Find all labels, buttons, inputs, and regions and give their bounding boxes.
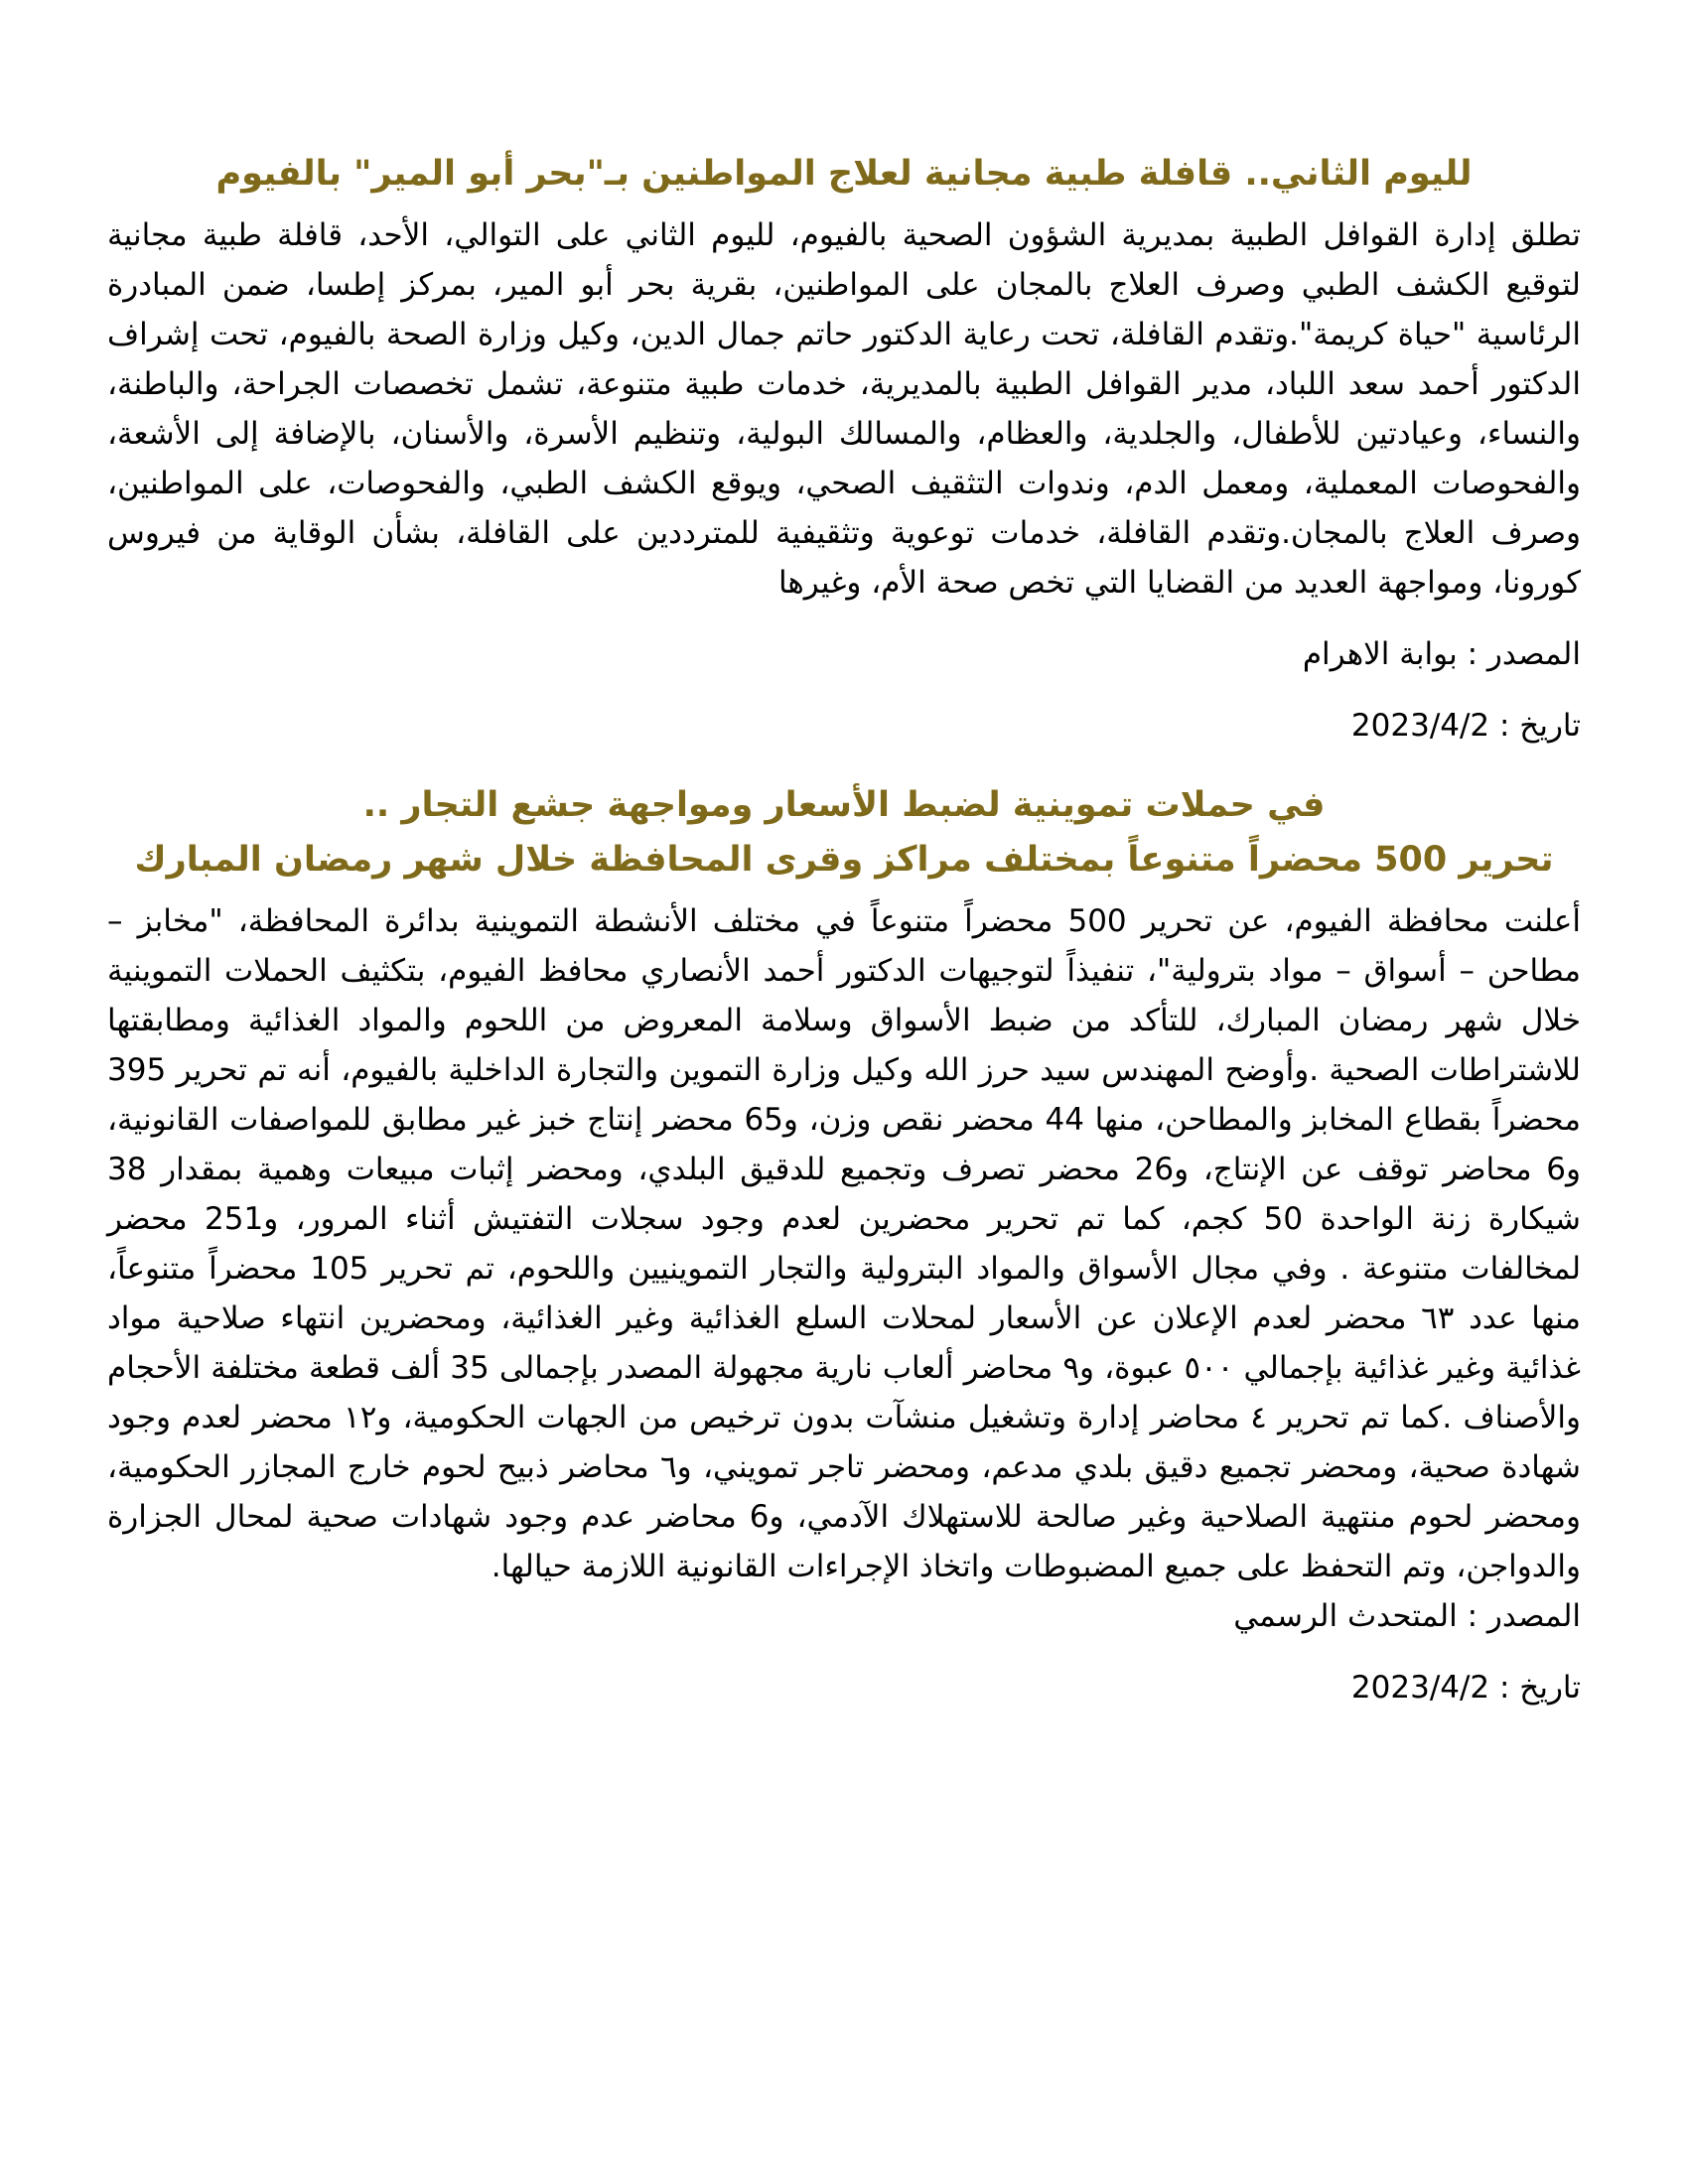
article-2-body: أعلنت محافظة الفيوم، عن تحرير 500 محضراً متنوعاً في مختلف الأنشطة التموينية بدائرة المحافظة، "مخابز – مطاحن – أسواق – مواد بترولية"، تنفيذاً لتوجيهات الدكتور أحمد الأنصاري محافظ الفيوم، بتكثيف الحملات التموينية خلال شهر رمضان المبارك، للتأكد من ضبط الأسواق وسلامة المعروض من اللحوم والمواد الغذائية ومطابقتها للاشتراطات الصحية .وأوضح المهندس سيد حرز الله وكيل وزارة التموين والتجارة الداخلية بالفيوم، أنه تم تحرير 395 محضراً بقطاع المخابز والمطاحن، منها 44 محضر نقص وزن، و65 محضر إنتاج خبز غير مطابق للمواصفات القانونية، و6 محاضر توقف عن الإنتاج، و26 محضر تصرف وتجميع للدقيق البلدي، ومحضر إثبات مبيعات وهمية بمقدار 38 شيكارة زنة الواحدة 50 كجم، كما تم تحرير محضرين لعدم وجود سجلات التفتيش أثناء المرور، و251 محضر لمخالفات متنوعة . وفي مجال الأسواق والمواد البترولية والتجار التموينيين واللحوم، تم تحرير 105 محضراً متنوعاً، منها عدد ٦٣ محضر لعدم الإعلان عن الأسعار لمحلات السلع الغذائية وغير الغذائية، ومحضرين انتهاء صلاحية مواد غذائية وغير غذائية بإجمالي ٥٠٠ عبوة، و٩ محاضر ألعاب نارية مجهولة المصدر بإجمالى 35 ألف قطعة مختلفة الأحجام والأصناف .كما تم تحرير ٤ محاضر إدارة وتشغيل منشآت بدون ترخيص من الجهات الحكومية، و١٢ محضر لعدم وجود شهادة صحية، ومحضر تجميع دقيق بلدي مدعم، ومحضر تاجر تمويني، و٦ محاضر ذبيح لحوم خارج المجازر الحكومية، ومحضر لحوم منتهية الصلاحية وغير صالحة للاستهلاك الآدمي، و6 محاضر عدم وجود شهادات صحية لمحال الجزارة والدواجن، وتم التحفظ على جميع المضبوطات واتخاذ الإجراءات القانونية اللازمة حيالها. <box>107 902 1582 1584</box>
article-supply-campaigns <box>107 778 1581 1712</box>
article-1-source: المصدر : بوابة الاهرام <box>1302 636 1581 673</box>
article-2-source: المصدر : المتحدث الرسمي <box>1233 1597 1581 1634</box>
article-2-title-line-2: تحرير 500 محضراً متنوعاً بمختلف مراكز وقرى المحافظة خلال شهر رمضان المبارك <box>134 839 1554 880</box>
article-2-title <box>107 778 1581 887</box>
article-1-body: تطلق إدارة القوافل الطبية بمديرية الشؤون الصحية بالفيوم، لليوم الثاني على التوالي، الأحد، قافلة طبية مجانية لتوقيع الكشف الطبي وصرف العلاج بالمجان على المواطنين، بقرية بحر أبو المير، بمركز إطسا، ضمن المبادرة الرئاسية "حياة كريمة".وتقدم القافلة، تحت رعاية الدكتور حاتم جمال الدين، وكيل وزارة الصحة بالفيوم، تحت إشراف الدكتور أحمد سعد اللباد، مدير القوافل الطبية بالمديرية، خدمات طبية متنوعة، تشمل تخصصات الجراحة، والباطنة، والنساء، وعيادتين للأطفال، والجلدية، والعظام، والمسالك البولية، وتنظيم الأسرة، والأسنان، بالإضافة إلى الأشعة، والفحوصات المعملية، ومعمل الدم، وندوات التثقيف الصحي، ويوقع الكشف الطبي، والفحوصات، على المواطنين، وصرف العلاج بالمجان.وتقدم القافلة، خدمات توعوية وتثقيفية للمترددين على القافلة، بشأن الوقاية من فيروس كورونا، ومواجهة العديد من القضايا التي تخص صحة الأم، وغيرها <box>107 217 1581 602</box>
article-1-title: لليوم الثاني.. قافلة طبية مجانية لعلاج المواطنين بـ"بحر أبو المير" بالفيوم <box>215 154 1473 194</box>
article-2-date: تاريخ : 2023/4/2 <box>1350 1669 1581 1706</box>
article-medical-convoy <box>107 147 1581 751</box>
article-2-title-line-1: في حملات تموينية لضبط الأسعار ومواجهة جشع التجار .. <box>362 785 1326 826</box>
article-1-date: تاريخ : 2023/4/2 <box>1350 708 1581 745</box>
